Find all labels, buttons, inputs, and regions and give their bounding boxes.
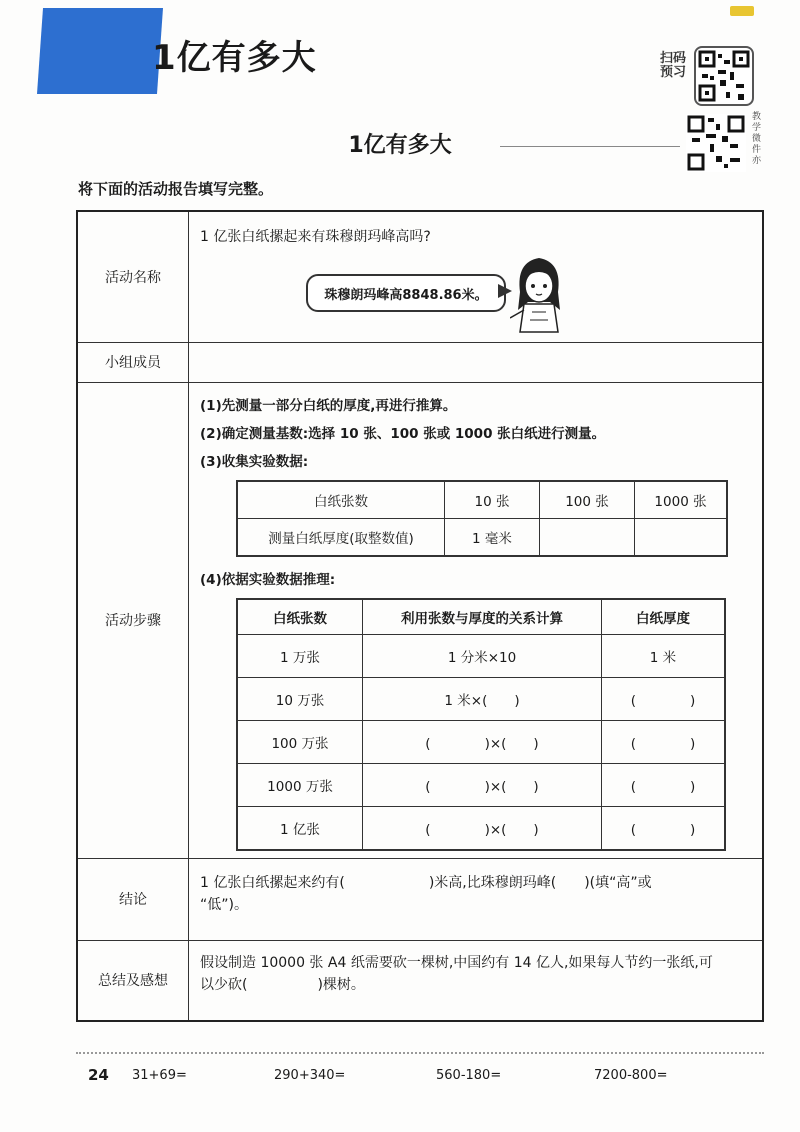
t1-value-1000[interactable]	[635, 519, 728, 557]
section-title: 1亿有多大	[348, 133, 452, 158]
girl-illustration-icon	[510, 252, 568, 334]
speech-bubble: 珠穆朗玛峰高8848.86米。	[306, 274, 506, 312]
t1-header-thickness: 测量白纸厚度(取整数值)	[237, 519, 445, 557]
t2-count: 100 万张	[237, 721, 363, 764]
t1-col-10: 10 张	[445, 481, 540, 519]
t2-calc-blank[interactable]: 1 米×( )	[363, 678, 602, 721]
t2-count: 1 亿张	[237, 807, 363, 851]
t2-calc-blank[interactable]: ( )×( )	[363, 807, 602, 851]
step-4: (4)依据实验数据推理:	[200, 572, 336, 588]
conclusion-line-1: 1 亿张白纸摞起来约有( )米高,比珠穆朗玛峰( )(填“高”或	[200, 875, 652, 891]
label-conclusion: 结论	[78, 858, 189, 940]
t1-col-100: 100 张	[540, 481, 635, 519]
reasoning-table	[236, 598, 726, 851]
step-3: (3)收集实验数据:	[200, 454, 309, 470]
row-group-members	[78, 342, 762, 383]
page-title: 1亿有多大	[152, 38, 317, 78]
row-conclusion	[78, 858, 762, 941]
footer-calc-1[interactable]: 31+69=	[132, 1068, 187, 1083]
activity-report	[76, 210, 764, 1022]
corner-mark	[730, 6, 754, 16]
t2-calc-blank[interactable]: ( )×( )	[363, 721, 602, 764]
t2-calc-blank[interactable]: ( )×( )	[363, 764, 602, 807]
summary-line-2: 以少砍( )棵树。	[200, 977, 365, 993]
label-summary: 总结及感想	[78, 940, 189, 1020]
row-summary	[78, 940, 762, 1020]
conclusion-text[interactable]	[200, 872, 752, 916]
label-activity-steps: 活动步骤	[78, 382, 189, 858]
summary-line-1: 假设制造 10000 张 A4 纸需要砍一棵树,中国约有 14 亿人,如果每人节约一张纸,可	[200, 955, 713, 971]
footer-divider	[76, 1052, 764, 1054]
t2-count: 1000 万张	[237, 764, 363, 807]
page-number: 24	[88, 1066, 109, 1084]
label-group-members: 小组成员	[78, 342, 189, 382]
step-2: (2)确定测量基数:选择 10 张、100 张或 1000 张白纸进行测量。	[200, 426, 606, 442]
header-color-tab	[37, 8, 163, 94]
data-collection-table	[236, 480, 728, 557]
row-activity-name	[78, 212, 762, 343]
conclusion-line-2: “低”)。	[200, 897, 248, 913]
footer-calc-2[interactable]: 290+340=	[274, 1068, 346, 1083]
table-row	[237, 635, 725, 678]
t1-col-1000: 1000 张	[635, 481, 728, 519]
t2-thickness: 1 米	[602, 635, 726, 678]
t2-thickness-blank[interactable]: ( )	[602, 678, 726, 721]
label-activity-name: 活动名称	[78, 212, 189, 342]
summary-text[interactable]	[200, 952, 752, 996]
footer-calc-3[interactable]: 560-180=	[436, 1068, 502, 1083]
title-rule	[500, 146, 680, 147]
qr-code-icon[interactable]	[694, 46, 754, 106]
t1-value-10: 1 毫米	[445, 519, 540, 557]
row-activity-steps	[78, 382, 762, 859]
t2-thickness-blank[interactable]: ( )	[602, 721, 726, 764]
t2-header-calc: 利用张数与厚度的关系计算	[363, 599, 602, 635]
t2-header-thickness: 白纸厚度	[602, 599, 726, 635]
t1-value-100[interactable]	[540, 519, 635, 557]
t2-thickness-blank[interactable]: ( )	[602, 764, 726, 807]
t2-header-count: 白纸张数	[237, 599, 363, 635]
t2-count: 10 万张	[237, 678, 363, 721]
footer-calc-4[interactable]: 7200-800=	[594, 1068, 668, 1083]
scan-label: 扫码预习	[659, 51, 686, 80]
table-row	[237, 807, 725, 851]
t2-count: 1 万张	[237, 635, 363, 678]
instruction-text: 将下面的活动报告填写完整。	[78, 180, 274, 198]
side-vertical-text: 教学微件亦	[752, 112, 762, 166]
step-1: (1)先测量一部分白纸的厚度,再进行推算。	[200, 398, 457, 414]
t2-thickness-blank[interactable]: ( )	[602, 807, 726, 851]
t2-calc: 1 分米×10	[363, 635, 602, 678]
table-row	[237, 678, 725, 721]
table-row	[237, 764, 725, 807]
t1-header-count: 白纸张数	[237, 481, 445, 519]
table-row	[237, 721, 725, 764]
activity-question: 1 亿张白纸摞起来有珠穆朗玛峰高吗?	[200, 229, 431, 245]
